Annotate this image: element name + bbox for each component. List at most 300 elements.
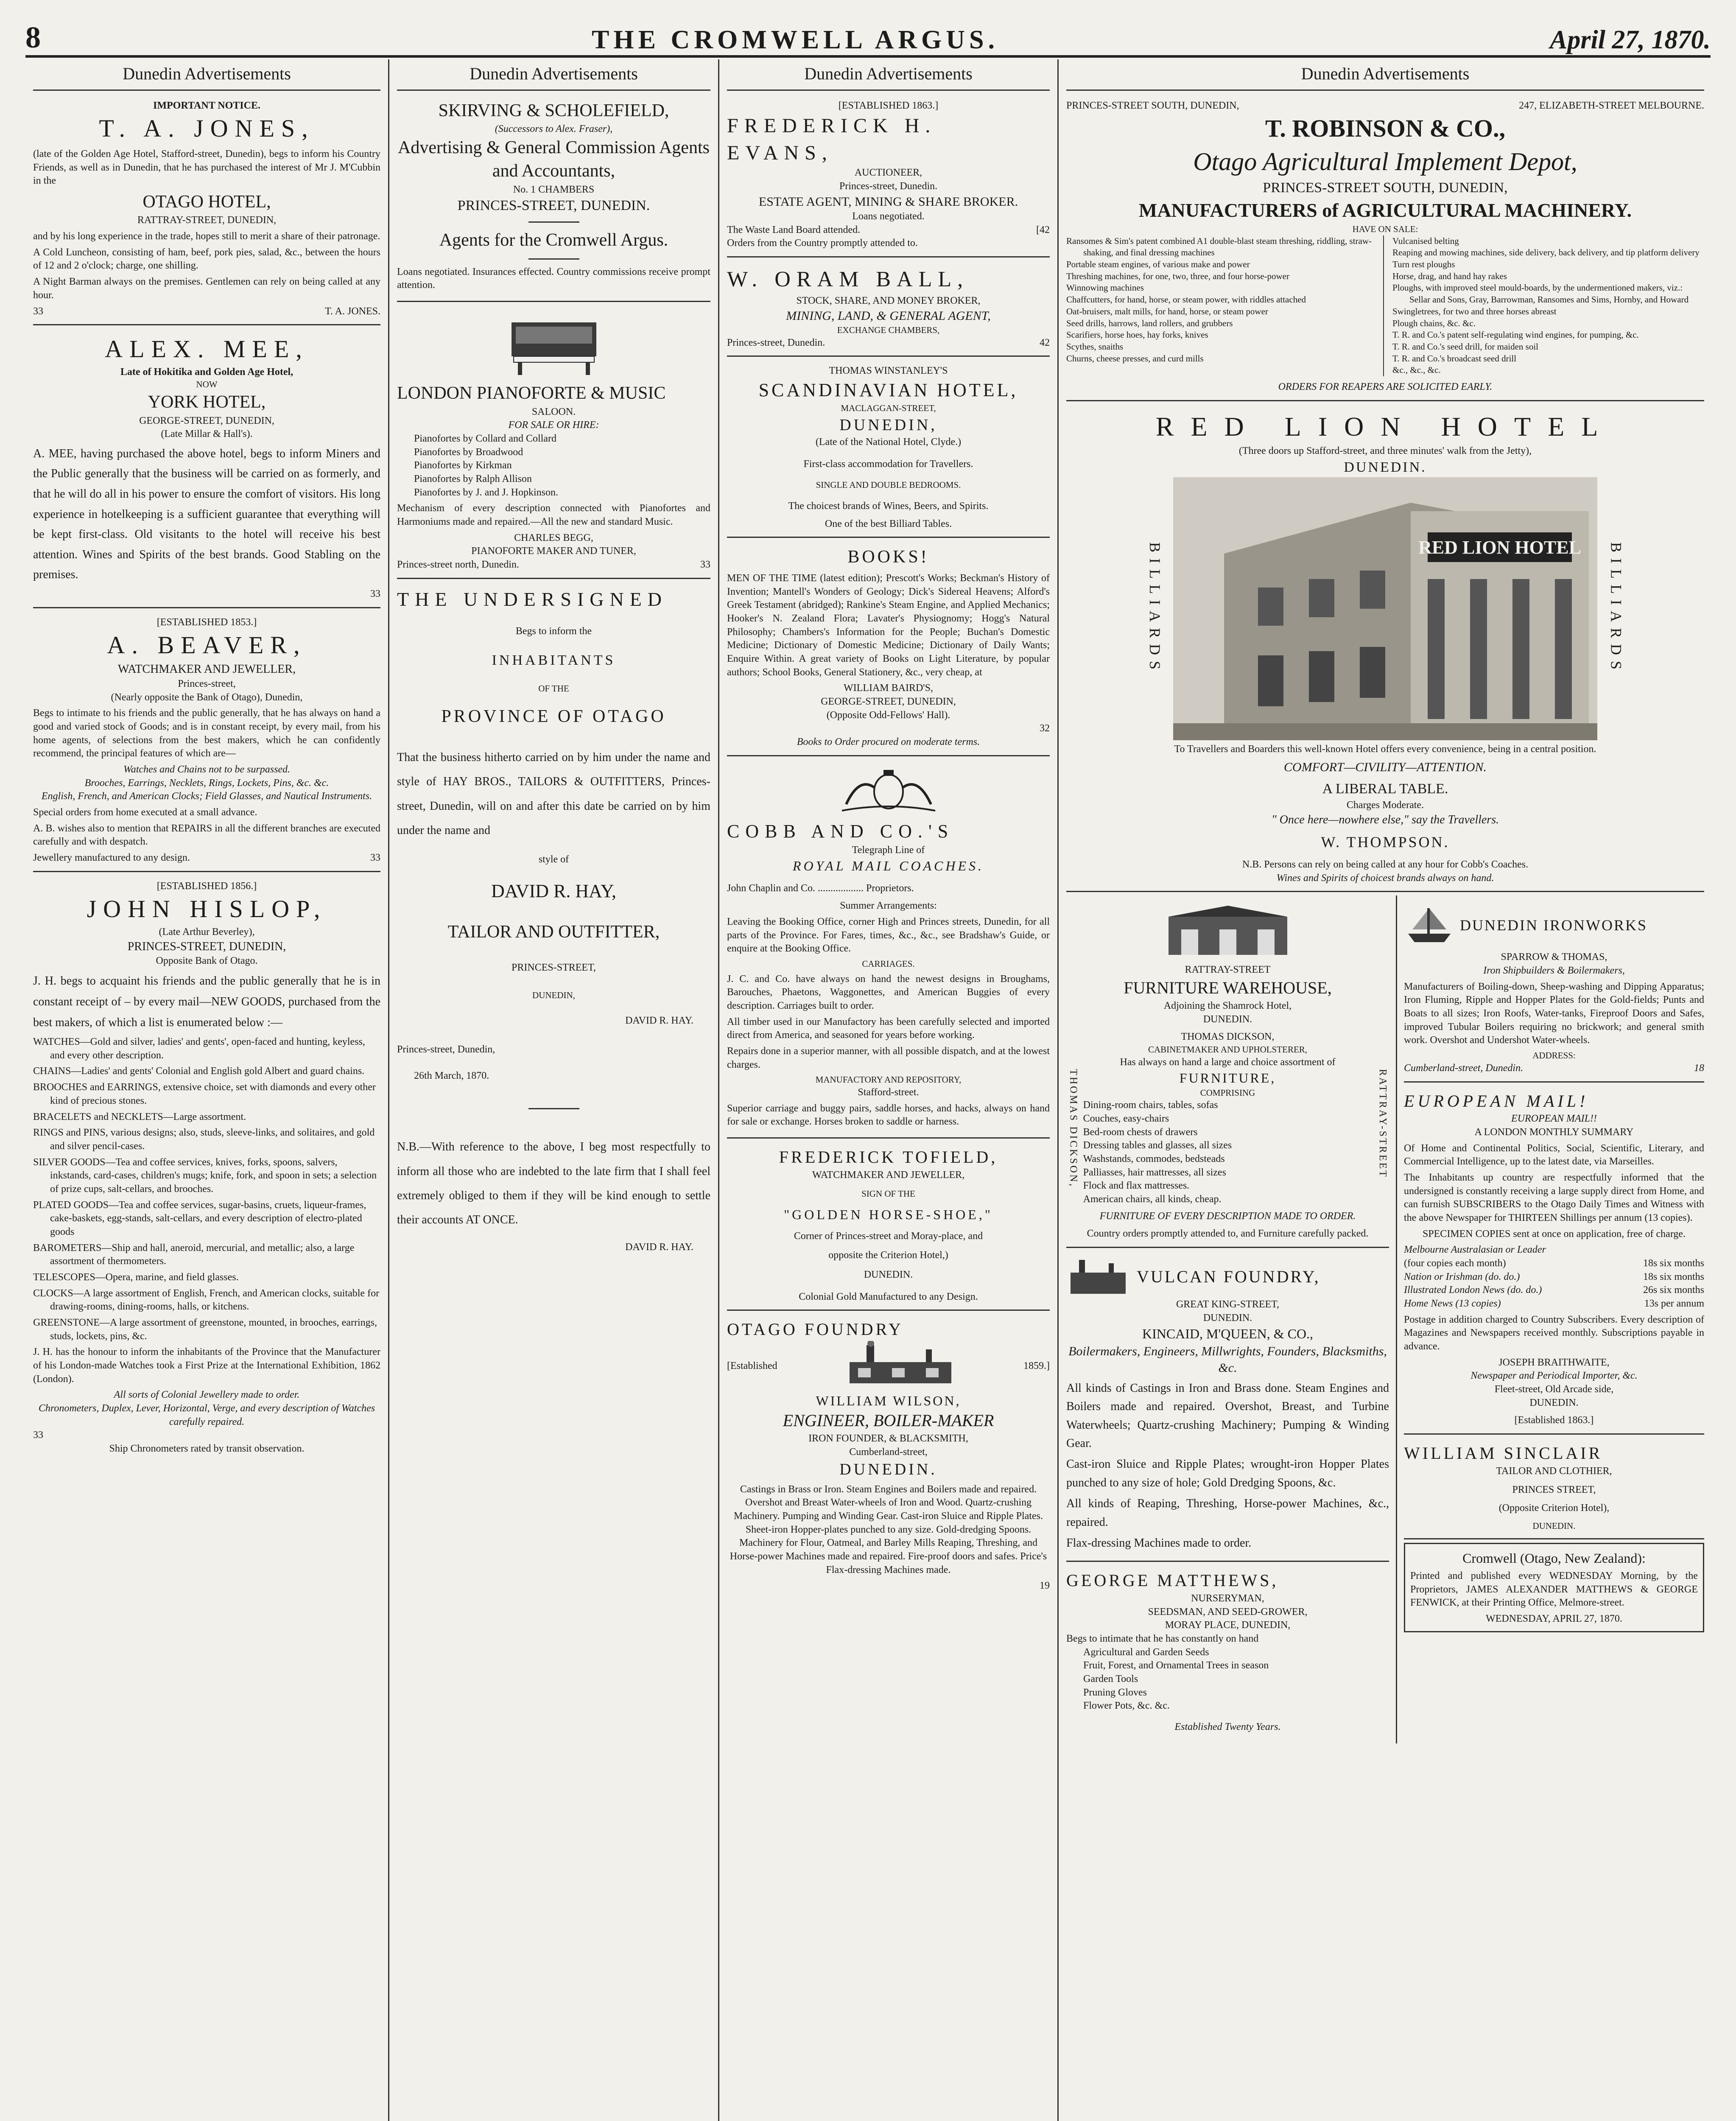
ad-name: SCANDINAVIAN HOTEL,	[758, 380, 1018, 401]
ad-body: A. MEE, having purchased the above hotel, begs to inform Miners and the Public generally that the business will be carried on as formerly, and that he will do all in his power to ensure the comfort of visitors. His long experience in hotelkeeping is a sufficient guarantee that everything will be kept first-class. Old visitants to the hotel will receive his best attention. Wines and Spirits of the best brands. Good Stabling on the premises.	[33, 447, 380, 582]
list-item: Vulcanised belting	[1392, 235, 1459, 246]
robinson-list-right	[1392, 235, 1704, 377]
column-header: Dunedin Advertisements	[397, 59, 710, 91]
ad-mee	[33, 329, 380, 608]
price-row	[1404, 1297, 1704, 1311]
ad-name: BOOKS!	[847, 547, 929, 567]
ad-line: FOR SALE OR HIRE:	[508, 420, 599, 431]
ironworks-head	[1404, 900, 1704, 951]
ad-trade: TAILOR AND CLOTHIER,	[1496, 1465, 1612, 1477]
ad-number: 33	[33, 1430, 43, 1441]
ad-vulcan	[1066, 1251, 1389, 1562]
list-item: Palliasses, hair mattresses, all sizes	[1083, 1167, 1226, 1178]
ad-line: Begs to inform the	[515, 626, 592, 637]
ad-body: That the business hitherto carried on by him under the name and style of HAY BROS., TAILORS & OUTFITTERS, Princes-street, Dunedin, will on and after this date be carried on by him under the name and	[397, 751, 710, 837]
list-item: T. R. and Co.'s seed drill, for maiden soil	[1392, 341, 1539, 352]
ad-street: Princes-street,	[178, 678, 236, 689]
ad-established-year: 1859.]	[1023, 1360, 1050, 1372]
list-item: Pianofortes by Kirkman	[414, 460, 512, 471]
ad-line: (Late of the National Hotel, Clyde.)	[815, 437, 962, 448]
ad-trade: CABINETMAKER AND UPHOLSTERER,	[1148, 1044, 1308, 1055]
foundry-established-row	[727, 1341, 1050, 1392]
side-label: BILLIARDS	[1607, 542, 1625, 675]
ad-trade: Boilermakers, Engineers, Millwrights, Founders, Blacksmiths, &c.	[1068, 1344, 1387, 1375]
ad-line: (Nearly opposite the Bank of Otago), Dunedin,	[111, 691, 303, 703]
list-item: Pianofortes by Ralph Allison	[414, 473, 532, 484]
ad-established: [Established	[727, 1360, 777, 1372]
col4-left-subcolumn	[1066, 895, 1397, 1743]
notice-label: IMPORTANT NOTICE.	[153, 100, 260, 111]
foundry-illustration	[841, 1341, 960, 1392]
list-item: Pianofortes by J. and J. Hopkinson.	[414, 487, 558, 498]
ad-body: (late of the Golden Age Hotel, Stafford-street, Dunedin), begs to inform his Country Friends, as well as in Dunedin, that he has purchased the interest of Mr J. M'Cubbin in the	[33, 148, 380, 187]
ad-line: SINGLE AND DOUBLE BEDROOMS.	[816, 480, 961, 490]
ad-body: J. C. and Co. have always on hand the newest designs in Broughams, Barouches, Phaetons, Waggonettes, and American Buggies of every description. Carriages built to order.	[727, 973, 1050, 1012]
ad-body: Leaving the Booking Office, corner High and Princes streets, Dunedin, for all parts of the Province. For Fares, times, &c., &c., see Bradshaw's Guide, or enquire at the Booking Office.	[727, 916, 1050, 954]
ad-name: FREDERICK H. EVANS,	[727, 115, 936, 164]
ad-headline: "GOLDEN HORSE-SHOE,"	[784, 1207, 993, 1223]
list-item: WATCHES—Gold and silver, ladies' and gents', open-faced and hunting, keyless, and every other description.	[33, 1036, 365, 1061]
price-list	[1404, 1243, 1704, 1310]
ad-trade: WATCHMAKER AND JEWELLER,	[812, 1169, 965, 1181]
ad-body: All kinds of Castings in Iron and Brass done. Steam Engines and Boilers made and repaired. Overshot, Breast, and Turbine Waterwheels; Quartz-crushing Machinery; Pumping & Winding Gear.	[1066, 1381, 1389, 1450]
ad-matthews	[1066, 1565, 1389, 1740]
ad-line: The Waste Land Board attended.	[727, 224, 861, 235]
column-header: Dunedin Advertisements	[1066, 59, 1704, 91]
ad-signature: DAVID R. HAY.	[625, 1241, 693, 1253]
ad-name: GEORGE MATTHEWS,	[1066, 1571, 1279, 1590]
ad-skirving	[397, 95, 710, 302]
list-item: RINGS and PINS, various designs; also, studs, sleeve-links, and solitaires, and gold and silver pencil-cases.	[33, 1127, 375, 1152]
list-item: Chaffcutters, for hand, horse, or steam power, with riddles attached	[1066, 294, 1306, 305]
price-value: 18s six months	[1643, 1271, 1704, 1282]
ad-body: A Cold Luncheon, consisting of ham, beef, pork pies, salad, &c., between the hours of 12 and 2 o'clock; charge, one shilling.	[33, 246, 380, 271]
ad-line: Late of Hokitika and Golden Age Hotel,	[120, 366, 294, 378]
ad-line: Summer Arrangements:	[840, 900, 937, 912]
ad-street: GREAT KING-STREET,	[1176, 1299, 1280, 1310]
list-item: Dressing tables and glasses, all sizes	[1083, 1140, 1232, 1151]
price-value: 13s per annum	[1644, 1298, 1704, 1310]
ad-line: (Successors to Alex. Fraser),	[495, 123, 613, 135]
ad-body: A Night Barman always on the premises. Gentlemen can rely on being called at any hour.	[33, 276, 380, 301]
ad-line: (Late Millar & Hall's).	[161, 428, 253, 440]
list-item: CHAINS—Ladies' and gents' Colonial and English gold Albert and guard chains.	[33, 1066, 365, 1077]
page-number: 8	[25, 20, 41, 54]
ad-owner: DAVID R. HAY,	[491, 881, 617, 902]
ad-line: Loans negotiated.	[852, 211, 925, 222]
list-item: Pruning Gloves	[1083, 1687, 1147, 1698]
ad-beaver	[33, 612, 380, 872]
ad-number: 19	[1040, 1580, 1050, 1592]
ad-street: Princes-street, Dunedin.	[727, 337, 825, 348]
ad-robinson	[1066, 95, 1704, 401]
ad-line: style of	[538, 853, 569, 865]
ad-line: No. 1 CHAMBERS	[513, 184, 595, 195]
list-item: T. R. and Co.'s patent self-regulating wind engines, for pumping, &c.	[1392, 330, 1639, 340]
ad-name: JOHN HISLOP,	[87, 895, 327, 923]
ad-body: Begs to intimate to his friends and the public generally, that he has always on hand a good and varied stock of Goods; and is in constant receipt, by every mail, from his home agents, of selections from the best makers, which he can confidently recommend, the principal features of which are—	[33, 708, 380, 759]
column-header: Dunedin Advertisements	[33, 59, 380, 91]
ad-street: PRINCES-STREET SOUTH, DUNEDIN,	[1263, 180, 1508, 196]
ad-body: Of Home and Continental Politics, Social, Scientific, Literary, and Commercial Intelligence, up to the latest date, via Marseilles.	[1404, 1142, 1704, 1167]
ad-town: DUNEDIN,	[839, 416, 937, 434]
ad-dickson	[1066, 895, 1389, 1248]
ad-established: [ESTABLISHED 1856.]	[157, 880, 257, 892]
ad-owner: WILLIAM BAIRD'S,	[844, 683, 933, 694]
price-item: Nation or Irishman (do. do.)	[1404, 1271, 1520, 1282]
ad-street: RATTRAY-STREET, DUNEDIN,	[137, 215, 277, 226]
ad-motto: COMFORT—CIVILITY—ATTENTION.	[1283, 760, 1487, 774]
ad-footer: ORDERS FOR REAPERS ARE SOLICITED EARLY.	[1278, 381, 1493, 393]
ad-headline: ROYAL MAIL COACHES.	[792, 858, 984, 874]
ad-footer	[33, 851, 380, 865]
ad-body: Begs to intimate that he has constantly on hand	[1066, 1633, 1259, 1645]
piano-illustration	[503, 314, 605, 378]
ad-line: Princes-street, Dunedin,	[397, 1044, 495, 1055]
ad-line: Adjoining the Shamrock Hotel,	[1163, 1000, 1292, 1011]
ad-line: COMPRISING	[1200, 1087, 1255, 1098]
ad-line: Corner of Princes-street and Moray-place, and	[794, 1230, 983, 1242]
column-2	[389, 59, 719, 2121]
ad-line: MANUFACTORY AND REPOSITORY,	[815, 1074, 962, 1085]
ad-street: PRINCES-STREET, DUNEDIN.	[457, 198, 650, 214]
ad-name: OTAGO FOUNDRY	[727, 1320, 903, 1339]
ad-date: 26th March, 1870.	[414, 1070, 489, 1081]
ad-name: LONDON PIANOFORTE & MUSIC	[397, 383, 666, 403]
ad-line: EUROPEAN MAIL!!	[1511, 1113, 1597, 1125]
ad-name: FREDERICK TOFIELD,	[779, 1147, 998, 1167]
ad-otago-foundry	[727, 1314, 1050, 1599]
ad-street: Stafford-street.	[858, 1087, 919, 1098]
hotel-name: YORK HOTEL,	[148, 392, 266, 412]
list-item: Dining-room chairs, tables, sofas	[1083, 1100, 1218, 1111]
list-item: PLATED GOODS—Tea and coffee services, sugar-basins, cruets, liqueur-frames, cake-baskets, egg-stands, salt-cellars, and every description of electro-plated goods	[33, 1199, 366, 1237]
ad-tofield	[727, 1142, 1050, 1311]
ad-line: Books to Order procured on moderate terms.	[797, 736, 980, 747]
ad-number: 42	[1040, 337, 1050, 348]
ad-line: OF THE	[538, 683, 569, 694]
ad-quote: " Once here—nowhere else," say the Travellers.	[1271, 813, 1499, 826]
side-label: THOMAS DICKSON,	[1068, 1069, 1079, 1188]
ad-body: J. H. begs to acquaint his friends and the public generally that he is in constant receipt of – by every mail—NEW GOODS, purchased from the best makers, of which a list is enumerated below :—	[33, 974, 380, 1030]
ad-owner: SPARROW & THOMAS,	[1501, 951, 1607, 963]
imprint-date: WEDNESDAY, APRIL 27, 1870.	[1486, 1613, 1622, 1624]
ad-number: 33	[370, 588, 380, 600]
ad-street: RATTRAY-STREET	[1185, 964, 1271, 976]
ad-street: Princes-street, Dunedin.	[839, 180, 938, 192]
list-item: Plough chains, &c. &c.	[1392, 318, 1476, 328]
robinson-addresses	[1066, 99, 1704, 113]
ad-town: DUNEDIN,	[532, 990, 575, 1001]
ad-line: Opposite Bank of Otago.	[156, 955, 258, 967]
ad-town: DUNEDIN.	[839, 1461, 937, 1479]
column-header: Dunedin Advertisements	[727, 59, 1050, 91]
ad-footer	[727, 224, 1050, 237]
ad-line: John Chaplin and Co. .................. Proprietors.	[727, 882, 914, 894]
furniture-list	[1083, 1069, 1373, 1206]
list-item: CLOCKS—A large assortment of English, French, and American clocks, suitable for drawing-rooms, dining-rooms, halls, or kitchens.	[33, 1287, 380, 1312]
list-item: Churns, cheese presses, and curd mills	[1066, 353, 1204, 364]
ad-line: INHABITANTS	[492, 652, 616, 668]
column-3	[719, 59, 1059, 2121]
ad-street: GEORGE-STREET, DUNEDIN,	[139, 415, 274, 426]
ad-line: (Opposite Criterion Hotel),	[1498, 1503, 1610, 1514]
ad-address: 247, ELIZABETH-STREET MELBOURNE.	[1519, 100, 1704, 111]
ad-trade: MINING, LAND, & GENERAL AGENT,	[786, 309, 991, 323]
ad-sinclair	[1404, 1438, 1704, 1539]
ad-item: Watches and Chains not to be surpassed.	[123, 764, 291, 775]
ad-item: Chronometers, Duplex, Lever, Horizontal, Verge, and every description of Watches carefully repaired.	[38, 1402, 375, 1427]
ad-item: Ship Chronometers rated by transit observation.	[109, 1443, 305, 1454]
ad-trade: IRON FOUNDER, & BLACKSMITH,	[808, 1433, 968, 1444]
ad-body: First-class accommodation for Travellers.	[803, 458, 973, 470]
ad-number: 33	[33, 305, 43, 317]
ad-established: [ESTABLISHED 1863.]	[838, 100, 939, 111]
list-item: Ransomes & Sim's patent combined A1 double-blast steam threshing, riddling, straw-shaking, and final dressing machines	[1066, 235, 1372, 258]
ad-body: Superior carriage and buggy pairs, saddle horses, and hacks, always on hand for sale or exchange. Horses broken to saddle or harness.	[727, 1102, 1050, 1128]
list-item: Flower Pots, &c. &c.	[1083, 1700, 1170, 1712]
ad-body: and by his long experience in the trade, hopes still to merit a share of their patronage.	[33, 231, 380, 242]
ad-street: PRINCES STREET,	[1512, 1484, 1596, 1495]
ad-address: PRINCES-STREET SOUTH, DUNEDIN,	[1066, 100, 1239, 111]
ad-body: Postage in addition charged to Country Subscribers. Every description of Magazines and Newspapers received monthly. Subscriptions payable in advance.	[1404, 1314, 1704, 1352]
list-item: Reaping and mowing machines, side delivery, back delivery, and tip platform delivery	[1392, 247, 1700, 258]
ad-town: DUNEDIN.	[1529, 1397, 1579, 1408]
hotel-name: OTAGO HOTEL,	[143, 192, 271, 212]
list-item: Portable steam engines, of various make and power	[1066, 259, 1250, 269]
divider	[528, 221, 579, 223]
ad-number: 18	[1694, 1062, 1704, 1074]
divider	[528, 1108, 579, 1109]
ad-body: One of the best Billiard Tables.	[825, 518, 952, 529]
ad-line: EXCHANGE CHAMBERS,	[837, 325, 940, 336]
price-item: Melbourne Australasian or Leader	[1404, 1244, 1546, 1256]
ad-trade: PIANOFORTE MAKER AND TUNER,	[471, 546, 636, 557]
ad-line: CARRIAGES.	[862, 958, 915, 969]
ad-footer	[1404, 1062, 1704, 1075]
ad-headline: FURNITURE OF EVERY DESCRIPTION MADE TO ORDER.	[1099, 1210, 1356, 1222]
price-row	[1404, 1243, 1704, 1257]
ad-footer	[33, 305, 380, 319]
ad-number: [42	[1036, 224, 1050, 235]
foundry-illustration	[1066, 1256, 1130, 1298]
list-item: Garden Tools	[1083, 1673, 1138, 1685]
price-item: (four copies each month)	[1404, 1258, 1506, 1269]
price-row	[1404, 1284, 1704, 1297]
ad-line: (Three doors up Stafford-street, and three minutes' walk from the Jetty),	[1238, 445, 1532, 457]
ad-body: Jewellery manufactured to any design.	[33, 852, 190, 863]
column-4	[1059, 59, 1712, 2121]
ad-line: ADDRESS:	[1532, 1050, 1576, 1061]
ad-town: DUNEDIN.	[1203, 1013, 1252, 1025]
ad-body: Special orders from home executed at a small advance.	[33, 806, 257, 818]
ad-trade: NURSERYMAN,	[1191, 1593, 1264, 1604]
ad-line: opposite the Criterion Hotel,)	[828, 1250, 948, 1261]
hotel-sign-text: RED LION HOTEL	[1418, 537, 1581, 558]
ad-town: DUNEDIN.	[1344, 459, 1427, 475]
issue-date: April 27, 1870.	[1550, 25, 1711, 54]
imprint	[1404, 1543, 1704, 1632]
ad-trade: WATCHMAKER AND JEWELLER,	[117, 662, 296, 676]
ad-trade: Advertising & General Commission Agents and Accountants,	[398, 137, 710, 181]
ad-name: THE UNDERSIGNED	[397, 588, 668, 610]
list-item: American chairs, all kinds, cheap.	[1083, 1193, 1222, 1205]
ad-piano	[397, 305, 710, 579]
ad-town: DUNEDIN.	[1532, 1520, 1576, 1531]
ad-owner: THOMAS DICKSON,	[1181, 1031, 1275, 1043]
hotel-building-image	[1173, 477, 1597, 740]
ad-trade: SEEDSMAN, AND SEED-GROWER,	[1148, 1606, 1308, 1617]
list-item: Oat-bruisers, malt mills, for hand, horse, or steam power	[1066, 306, 1268, 316]
ad-body: Has always on hand a large and choice assortment of	[1120, 1056, 1336, 1068]
list-item: Scythes, snaiths	[1066, 341, 1124, 352]
imprint-title: Cromwell (Otago, New Zealand):	[1462, 1550, 1646, 1566]
ad-line: (Opposite Odd-Fellows' Hall).	[826, 709, 950, 721]
ad-street: Cumberland-street,	[849, 1446, 928, 1458]
ad-body: MEN OF THE TIME (latest edition); Prescott's Works; Beckman's History of Invention; Mantell's Wonders of Geology; Dick's Sidereal Heavens; Alford's Greek Testament (abridged); Rankine's Steam Engine, and Applied Mechanics; Hooker's N. Zealand Flora; Lavater's Physiognomy; Hogg's Natural Philosophy; Chambers's Information for the People; Buchan's Domestic Medicine; Dictionary of Domestic Medicine; Dictionary of Daily Wants; Enquire Within. A great variety of Books on Light Literature, by popular authors; School Books, General Stationery, &c., very cheap, at	[727, 572, 1050, 678]
ad-body: Cast-iron Sluice and Ripple Plates; wrought-iron Hopper Plates punched to any size of hole; Gold Dredging Spoons, &c.	[1066, 1458, 1389, 1489]
side-label: RATTRAY-STREET	[1377, 1069, 1388, 1179]
ad-footer	[727, 336, 1050, 350]
ad-line: Wines and Spirits of choicest brands always on hand.	[1276, 872, 1494, 884]
ad-jones	[33, 95, 380, 325]
ad-name: COBB AND CO.'S	[727, 820, 954, 842]
ad-books	[727, 541, 1050, 756]
list-item: GREENSTONE—A large assortment of greenstone, mounted, in brooches, earrings, studs, lockets, pins, &c.	[33, 1317, 377, 1342]
ad-body: J. H. has the honour to inform the inhabitants of the Province that the Manufacturer of his London-made Watches took a First Prize at the International Exhibition, 1862 (London).	[33, 1346, 380, 1385]
ad-ironworks	[1404, 895, 1704, 1082]
ad-owner: WILLIAM WILSON,	[816, 1393, 961, 1409]
divider	[528, 258, 579, 260]
list-item: Bed-room chests of drawers	[1083, 1126, 1198, 1138]
ad-body: All timber used in our Manufactory has been carefully selected and imported direct from America, and seasoned for years before working.	[727, 1016, 1050, 1041]
ad-line: A LIBERAL TABLE.	[1322, 781, 1448, 797]
paper-title: THE CROMWELL ARGUS.	[592, 25, 999, 54]
list-item: Washstands, commodes, bedsteads	[1083, 1153, 1225, 1164]
list-item: TELESCOPES—Opera, marine, and field glasses.	[33, 1271, 239, 1283]
price-row	[1404, 1270, 1704, 1284]
ad-street: GEORGE-STREET, DUNEDIN,	[821, 696, 956, 707]
list-item: Ploughs, with improved steel mould-boards, by the undermentioned makers, viz.: Sellar and Sons, Gray, Barrowman, Ransomes and Sims, Hornby, and Howard	[1392, 283, 1689, 305]
ad-body: A. B. wishes also to mention that REPAIRS in all the different branches are executed carefully and with despatch.	[33, 823, 380, 848]
ad-name: DUNEDIN IRONWORKS	[1460, 916, 1647, 934]
ad-body: To Travellers and Boarders this well-known Hotel offers every convenience, being in a central position.	[1174, 743, 1596, 755]
list-item: BROOCHES and EARRINGS, extensive choice, set with diamonds and every other kind of precious stones.	[33, 1082, 376, 1106]
ad-line: NOW	[196, 379, 218, 390]
ad-trade: TAILOR AND OUTFITTER,	[447, 922, 660, 942]
price-value: 26s six months	[1643, 1284, 1704, 1296]
ad-name: A. BEAVER,	[107, 631, 307, 659]
ad-body: Manufacturers of Boiling-down, Sheep-washing and Dipping Apparatus; Iron Fluming, Ripple and Hopper Plates for the Gold-fields; Punts and Boats to all sizes; Iron Roofs, Water-tanks, Fireproof Doors and Safes, improved Tubular Boilers requiring no brickwork; and general smith work. Overshot and Undershot Water-wheels.	[1404, 981, 1704, 1046]
list-item: T. R. and Co.'s broadcast seed drill	[1392, 353, 1517, 364]
ad-evans	[727, 95, 1050, 257]
ad-trade: ESTATE AGENT, MINING & SHARE BROKER.	[758, 194, 1018, 209]
ad-body: Orders from the Country promptly attended to.	[727, 238, 918, 249]
list-item: SILVER GOODS—Tea and coffee services, knives, forks, spoons, salvers, inkstands, card-cases, children's mugs; knife, fork, and spoon in sets; a selection of prize cups, salt-cellars, and brooches.	[33, 1156, 377, 1195]
ad-body: SPECIMEN COPIES sent at once on application, free of charge.	[1422, 1228, 1686, 1240]
ad-name: SKIRVING & SCHOLEFIELD,	[438, 101, 669, 120]
ad-body: N.B.—With reference to the above, I beg most respectfully to inform all those who are indebted to the late firm that I shall feel extremely obliged to them if they will be kind enough to settle their accounts AT ONCE.	[397, 1140, 710, 1227]
royal-arms-emblem	[833, 768, 944, 815]
ad-name: ALEX. MEE,	[105, 335, 309, 363]
ad-body: All kinds of Reaping, Threshing, Horse-power Machines, &c., repaired.	[1066, 1497, 1389, 1529]
list-item: Pianofortes by Collard and Collard	[414, 433, 556, 444]
list-item: Winnowing machines	[1066, 283, 1144, 293]
ad-item: English, French, and American Clocks; Field Glasses, and Nautical Instruments.	[41, 791, 372, 802]
imprint-body: Printed and published every WEDNESDAY Morning, by the Proprietors, JAMES ALEXANDER MATTHEWS & GEORGE FENWICK, at their Printing Office, Melmore-street.	[1410, 1570, 1698, 1609]
ad-line: Colonial Gold Manufactured to any Design.	[799, 1291, 978, 1302]
list-item: Seed drills, harrows, land rollers, and grubbers	[1066, 318, 1233, 328]
ad-hislop	[33, 876, 380, 1462]
ad-name: VULCAN FOUNDRY,	[1137, 1267, 1320, 1286]
ad-line: HAVE ON SALE:	[1352, 224, 1418, 234]
ad-trade: Iron Shipbuilders & Boilermakers,	[1483, 965, 1625, 977]
ad-owner: JOSEPH BRAITHWAITE,	[1498, 1357, 1610, 1368]
ad-line: PROVINCE OF OTAGO	[441, 706, 666, 726]
list-item: BRACELETS and NECKLETS—Large assortment.	[33, 1111, 246, 1122]
ad-trade: MANUFACTURERS of AGRICULTURAL MACHINERY.	[1138, 199, 1632, 221]
list-item: Threshing machines, for one, two, three, and four horse-power	[1066, 271, 1289, 281]
ad-owner: CHARLES BEGG,	[514, 532, 593, 543]
ad-name: EUROPEAN MAIL!	[1404, 1091, 1589, 1111]
red-lion-illustration	[1066, 477, 1704, 740]
ad-signature: DAVID R. HAY.	[625, 1015, 693, 1027]
ad-trade: ENGINEER, BOILER-MAKER	[783, 1411, 994, 1430]
price-item: Home News (13 copies)	[1404, 1298, 1501, 1310]
list-item: Pianofortes by Broadwood	[414, 446, 523, 458]
ad-body: Castings in Brass or Iron. Steam Engines and Boilers made and repaired. Overshot and Breast Water-wheels of Iron and Wood. Quartz-crushing Machinery. Pumping and Winding Gear. Cast-iron Sluice and Ripple Plates. Sheet-iron Hopper-plates punched to any size. Gold-dredging Spoons. Machinery for Flour, Oatmeal, and Barley Mills Reaping, Threshing, and Horse-power Machines made and repaired. Fire-proof doors and safes. Price's Flax-dressing Machines made.	[730, 1483, 1047, 1575]
list-item: BAROMETERS—Ship and hall, aneroid, mercurial, and metallic; also, a large assortment of thermometers.	[33, 1242, 355, 1267]
ad-ball	[727, 261, 1050, 357]
ship-illustration	[1404, 900, 1455, 951]
ad-european-mail	[1404, 1086, 1704, 1435]
ad-body: Country orders promptly attended to, and Furniture carefully packed.	[1087, 1228, 1369, 1240]
ad-street: PRINCES-STREET, DUNEDIN,	[127, 940, 286, 953]
ad-line: Charges Moderate.	[1346, 799, 1424, 811]
ad-body: Loans negotiated. Insurances effected. Country commissions receive prompt attention.	[397, 266, 710, 291]
ad-footer	[397, 558, 710, 572]
col4-right-subcolumn	[1397, 895, 1704, 1743]
ad-body: Repairs done in a superior manner, with all possible dispatch, and at the lowest charges.	[727, 1046, 1050, 1070]
ad-trade: Newspaper and Periodical Importer, &c.	[1470, 1370, 1638, 1382]
ad-item: Brooches, Earrings, Necklets, Rings, Lockets, Pins, &c. &c.	[84, 777, 329, 789]
ad-red-lion	[1066, 405, 1704, 893]
warehouse-illustration	[1164, 904, 1292, 959]
ad-number: 33	[370, 852, 380, 863]
price-value: 18s six months	[1643, 1258, 1704, 1269]
robinson-lists	[1066, 235, 1704, 377]
ad-number: 33	[700, 559, 710, 570]
piano-list	[397, 432, 710, 499]
list-item: Turn rest ploughs	[1392, 259, 1455, 269]
ad-line: SIGN OF THE	[861, 1188, 915, 1199]
ad-body: The choicest brands of Wines, Beers, and Spirits.	[788, 501, 989, 512]
ad-name: FURNITURE WAREHOUSE,	[1124, 978, 1332, 998]
ad-street: Fleet-street, Old Arcade side,	[1494, 1384, 1614, 1395]
ad-owner: KINCAID, M'QUEEN, & CO.,	[1142, 1326, 1314, 1342]
ad-number: 32	[1040, 723, 1050, 734]
ad-footer: Established Twenty Years.	[1174, 1721, 1281, 1733]
ad-scandinavian	[727, 360, 1050, 538]
ad-signature: T. A. JONES.	[325, 305, 380, 317]
ad-body: The Inhabitants up country are respectfully informed that the undersigned is constantly receiving a large supply direct from Home, and can furnish SUBSCRIBERS to the Otago Daily Times and Witness with the above Newspaper for THIRTEEN Shillings per annum (13 copies).	[1404, 1172, 1704, 1224]
ad-trade: AUCTIONEER,	[854, 167, 923, 179]
ad-line: A LONDON MONTHLY SUMMARY	[1474, 1127, 1634, 1138]
ad-hay	[397, 582, 710, 1260]
ad-headline: Otago Agricultural Implement Depot,	[1193, 148, 1577, 176]
ad-name: T. ROBINSON & CO.,	[1265, 115, 1506, 143]
column-1	[25, 59, 389, 2121]
